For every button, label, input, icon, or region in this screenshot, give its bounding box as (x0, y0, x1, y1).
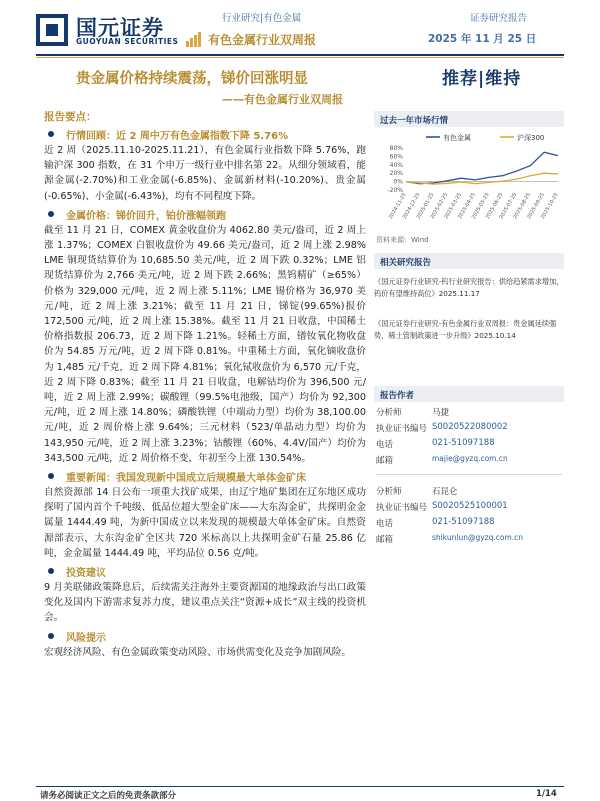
breadcrumb[interactable]: 行业研究|有色金属 (222, 13, 302, 24)
header-divider-accent (36, 57, 564, 58)
author-phone-row: 电话 021-51097188 (376, 517, 495, 529)
y-tick-label: 20% (389, 170, 403, 178)
logo-bars-icon (186, 28, 202, 47)
logo-subtext: GUOYUAN SECURITIES (76, 37, 179, 46)
section-heading: 金属价格：锑价回升，铂价涨幅领跑 (44, 207, 366, 222)
report-type: 证券研究报告 (470, 13, 528, 24)
report-subtitle: ——有色金属行业双周报 (222, 93, 343, 106)
report-date: 2025 年 11 月 25 日 (428, 33, 537, 45)
author-name-row: 分析师 马捷 (376, 408, 450, 418)
x-tick-label: 2025-07-25 (498, 192, 519, 221)
chart-section-tab: 过去一年市场行情 (374, 111, 564, 127)
x-tick-label: 2025-05-25 (470, 192, 491, 221)
market-chart-svg (374, 130, 564, 232)
footer-disclaimer: 请务必阅读正文之后的免责条款部分 (40, 791, 177, 801)
legend-label: 有色金属 (443, 134, 471, 142)
series-title: 有色金属行业双周报 (208, 33, 317, 47)
section-heading: 投资建议 (44, 564, 366, 579)
summary-column (44, 109, 366, 660)
related-section-tab: 相关研究报告 (374, 253, 564, 269)
series-line (406, 152, 558, 184)
section-text: 宏观经济风险、有色金属政策变动风险、市场供需变化及竞争加剧风险。 (44, 646, 351, 658)
x-tick-label: 2025-10-25 (540, 192, 560, 221)
legend-label: 沪深300 (517, 134, 545, 142)
market-chart (374, 130, 564, 232)
section-text: 自然资源部 14 日公布一项重大找矿成果，由辽宁地矿集团在辽东地区成功探明了国内首个千吨级、低品位超大型金矿床——大东沟金矿，共探明金金属量 1444.49 吨，为新中国成立以来发现的规模最大单体金矿床。自然资源部表示，大东沟金矿全区共 720 米标高以上共探明金矿石量 25.86 亿吨，金金属量 1444.49 吨，平均品位 0.56 克/吨。 (44, 487, 366, 559)
section-text: 截至 11 月 21 日，COMEX 黄金收盘价为 4062.80 美元/盎司，近 2 周上涨 1.37%；COMEX 白银收盘价为 49.66 美元/盎司，近 2 周上涨 2.98% LME 铜现货结算价为 10,685.50 美元/吨，近 2 周下跌 0.32%；LME 铝现货结算价为 2,766 美元/吨，近 2 周下跌 2.66%；黑钨精矿（≥65%）价格为 329,000 元/吨，近 2 周上涨 5.11%；LME 锡价格为 36,970 美元/吨，近 2 周上涨 3.21%；截至 11 月 21 日，锑锭(99.65%)报价 172,500 元/吨，近 2 周上涨 15.38%。截至 11 月 21 日收盘，中国稀土价格指数报 206.73，近 2 周下降 1.21%。轻稀土方面，镨钕氧化物收盘价为 54.85 万元/吨，近 2 周下降 0.81%。中重稀土方面，氧化镝收盘价为 1,485 元/千克，近 2 周下降 4.81%；氧化铽收盘价为 6,570 元/千克，近 2 周下降 0.83%；截至 11 月 21 日收盘，电解钴均价为 396,500 元/吨，近 2 周上涨 2.99%；碳酸锂（99.5%电池级，国产）均价为 92,300 元/吨，近 2 周上涨 14.80%；磷酸铁锂（中端动力型）均价为 38,100.00 元/吨，近 2 周价格上涨 9.64%；三元材料（523/单晶动力型）均价为 143,950 元/吨，近 2 周上涨 3.23%；钴酸锂（60%、4.4V/国产）均价为 343,500 元/吨，近 2 周价格不变，年初至今上涨 130.54%。 (44, 224, 366, 464)
x-tick-label: 2025-02-25 (429, 192, 450, 221)
x-tick-label: 2025-08-25 (512, 192, 533, 221)
rating-badge: 推荐|维持 (442, 69, 522, 89)
y-tick-label: 80% (389, 145, 403, 152)
section-heading: 风险提示 (44, 629, 366, 644)
author-section-tab: 报告作者 (374, 386, 564, 402)
x-tick-label: 2024-11-25 (388, 192, 408, 221)
y-tick-label: 0% (393, 178, 403, 186)
x-tick-label: 2025-09-25 (526, 192, 546, 221)
y-tick-label: 40% (389, 161, 403, 169)
page-number: 1/14 (536, 789, 557, 799)
summary-label: 报告要点： (44, 111, 97, 123)
author-email-row[interactable]: 邮箱 shikunlun@gyzq.com.cn (376, 533, 524, 545)
report-title: 贵金属价格持续震荡，锑价回涨明显 (76, 71, 308, 87)
related-report-link[interactable]: 《国元证券行业研究-钨行业研究报告：供给趋紧需求增加，钨价有望维持高位》2025.11.17 (374, 277, 564, 298)
author-phone-row: 电话 021-51097188 (376, 438, 495, 450)
author-cert-row: 执业证书编号 S0020525100001 (376, 501, 508, 513)
section-heading: 重要新闻：我国发现新中国成立后规模最大单体金矿床 (44, 469, 366, 484)
y-tick-label: 60% (389, 153, 403, 161)
author-email-row[interactable]: 邮箱 majie@gyzq.com.cn (376, 454, 508, 466)
logo-text: 国元证券 (76, 16, 164, 40)
chart-source: 资料来源：Wind (376, 236, 429, 244)
x-tick-label: 2025-06-25 (484, 192, 505, 221)
author-cert-row: 执业证书编号 S0020522080002 (376, 422, 508, 434)
bullet-icon (48, 633, 54, 639)
x-tick-label: 2025-03-25 (443, 192, 464, 221)
x-tick-label: 2025-01-25 (415, 192, 436, 221)
section-text: 9 月美联储政策降息后，后续需关注海外主要资源国的地缘政治与出口政策变化及国内下游需求复苏力度，建议重点关注“资源+成长”双主线的投资机会。 (44, 582, 366, 624)
y-tick-label: -20% (387, 187, 403, 194)
footer-divider (36, 786, 564, 787)
section-text: 近 2 周（2025.11.10-2025.11.21），有色金属行业指数下降 5.76%，跑输沪深 300 指数，在 31 个申万一级行业中排名第 22。从细分领域看，能源金属(-2.70%)和工业金属(-6.85%)、金属新材料(-10.20%)、贵金属 (-0.65%)、小金属(-6.43%)，均有不同程度下降。 (44, 145, 366, 202)
author-divider (376, 474, 562, 475)
bullet-icon (48, 473, 54, 479)
related-report-link[interactable]: 《国元证券行业研究-有色金属行业双周报：贵金属延续强势，稀土管制政策进一步升级》2025.10.14 (374, 319, 557, 340)
x-tick-label: 2024-12-25 (401, 192, 422, 221)
logo-mark-icon (36, 14, 68, 46)
header-divider (36, 54, 564, 56)
bullet-icon (48, 211, 54, 217)
section-heading: 行情回顾：近 2 周中万有色金属指数下降 5.76% (44, 127, 366, 142)
bullet-icon (48, 568, 54, 574)
bullet-icon (48, 131, 54, 137)
author-name-row: 分析师 石昆仑 (376, 487, 458, 497)
x-tick-label: 2025-04-25 (457, 192, 477, 221)
